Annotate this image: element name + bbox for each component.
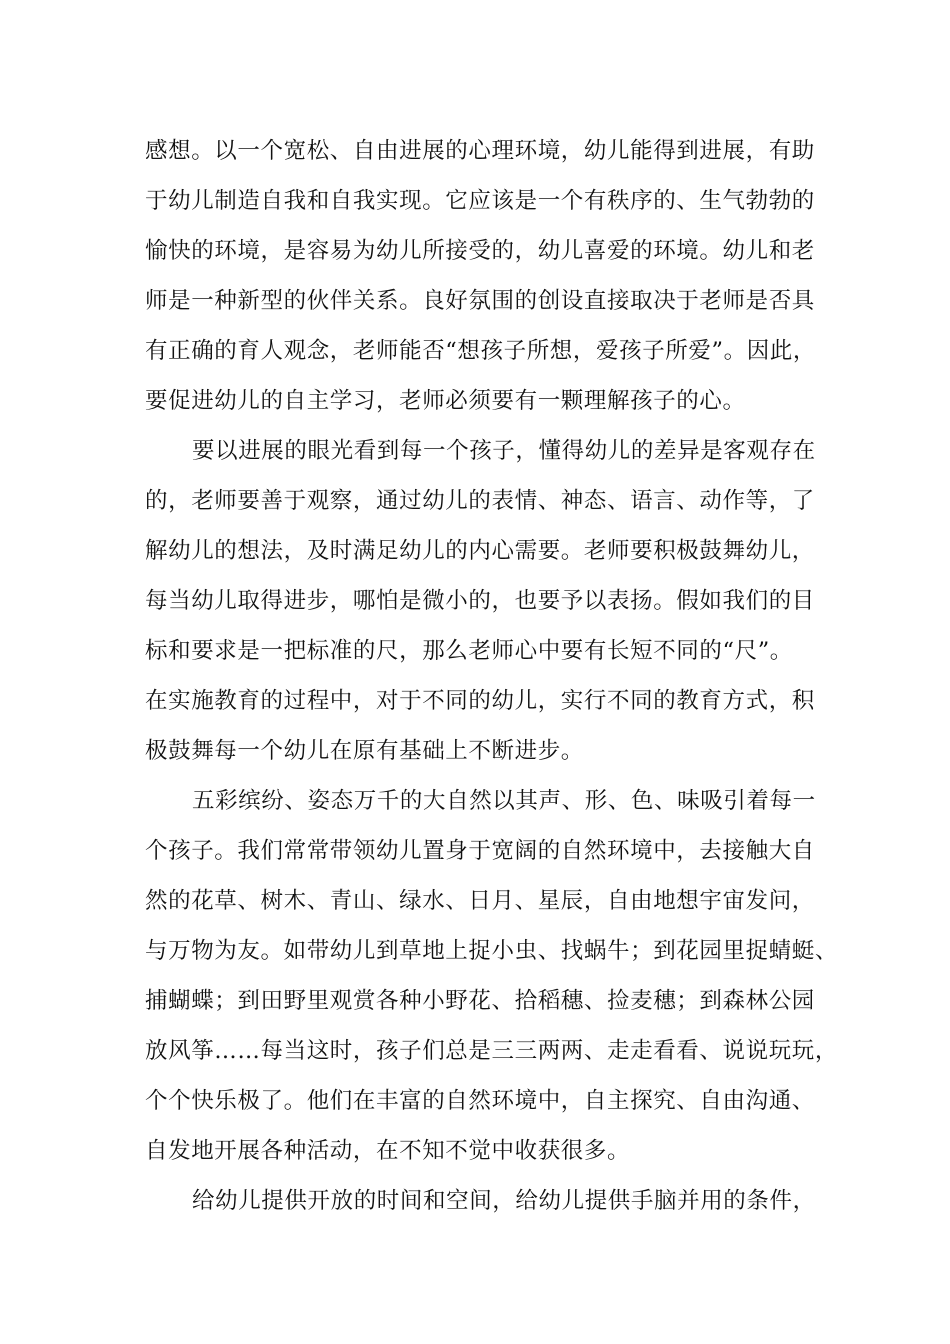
text-line: 然的花草、树木、青山、绿水、日月、星辰，自由地想宇宙发问， [145,888,815,914]
text-line: 每当幼儿取得进步，哪怕是微小的，也要予以表扬。假如我们的目 [145,588,815,614]
text-line: 在实施教育的过程中，对于不同的幼儿，实行不同的教育方式，积 [145,688,815,714]
text-line: 感想。以一个宽松、自由进展的心理环境，幼儿能得到进展，有助 [145,138,815,164]
text-line: 的，老师要善于观察，通过幼儿的表情、神态、语言、动作等，了 [145,488,815,514]
paragraph-first-line: 给幼儿提供开放的时间和空间，给幼儿提供手脑并用的条件， [192,1188,816,1214]
text-line: 愉快的环境，是容易为幼儿所接受的，幼儿喜爱的环境。幼儿和老 [145,238,815,264]
text-line: 与万物为友。如带幼儿到草地上捉小虫、找蜗牛；到花园里捉蜻蜓、 [145,938,839,964]
text-line: 个孩子。我们常常带领幼儿置身于宽阔的自然环境中，去接触大自 [145,838,815,864]
text-line: 放风筝……每当这时，孩子们总是三三两两、走走看看、说说玩玩， [145,1038,839,1064]
text-line: 自发地开展各种活动，在不知不觉中收获很多。 [145,1138,631,1164]
text-line: 师是一种新型的伙伴关系。良好氛围的创设直接取决于老师是否具 [145,288,815,314]
text-line: 捕蝴蝶；到田野里观赏各种小野花、拾稻穗、捡麦穗；到森林公园 [145,988,815,1014]
text-line: 标和要求是一把标准的尺，那么老师心中要有长短不同的“尺”。 [145,638,793,664]
text-line: 要促进幼儿的自主学习，老师必须要有一颗理解孩子的心。 [145,388,746,414]
text-line: 于幼儿制造自我和自我实现。它应该是一个有秩序的、生气勃勃的 [145,188,815,214]
text-line: 解幼儿的想法，及时满足幼儿的内心需要。老师要积极鼓舞幼儿， [145,538,815,564]
text-line: 有正确的育人观念，老师能否“想孩子所想，爱孩子所爱”。因此， [145,338,817,364]
paragraph-first-line: 要以进展的眼光看到每一个孩子，懂得幼儿的差异是客观存在 [192,438,816,464]
text-line: 个个快乐极了。他们在丰富的自然环境中，自主探究、自由沟通、 [145,1088,815,1114]
text-line: 极鼓舞每一个幼儿在原有基础上不断进步。 [145,738,584,764]
paragraph-first-line: 五彩缤纷、姿态万千的大自然以其声、形、色、味吸引着每一 [192,788,816,814]
